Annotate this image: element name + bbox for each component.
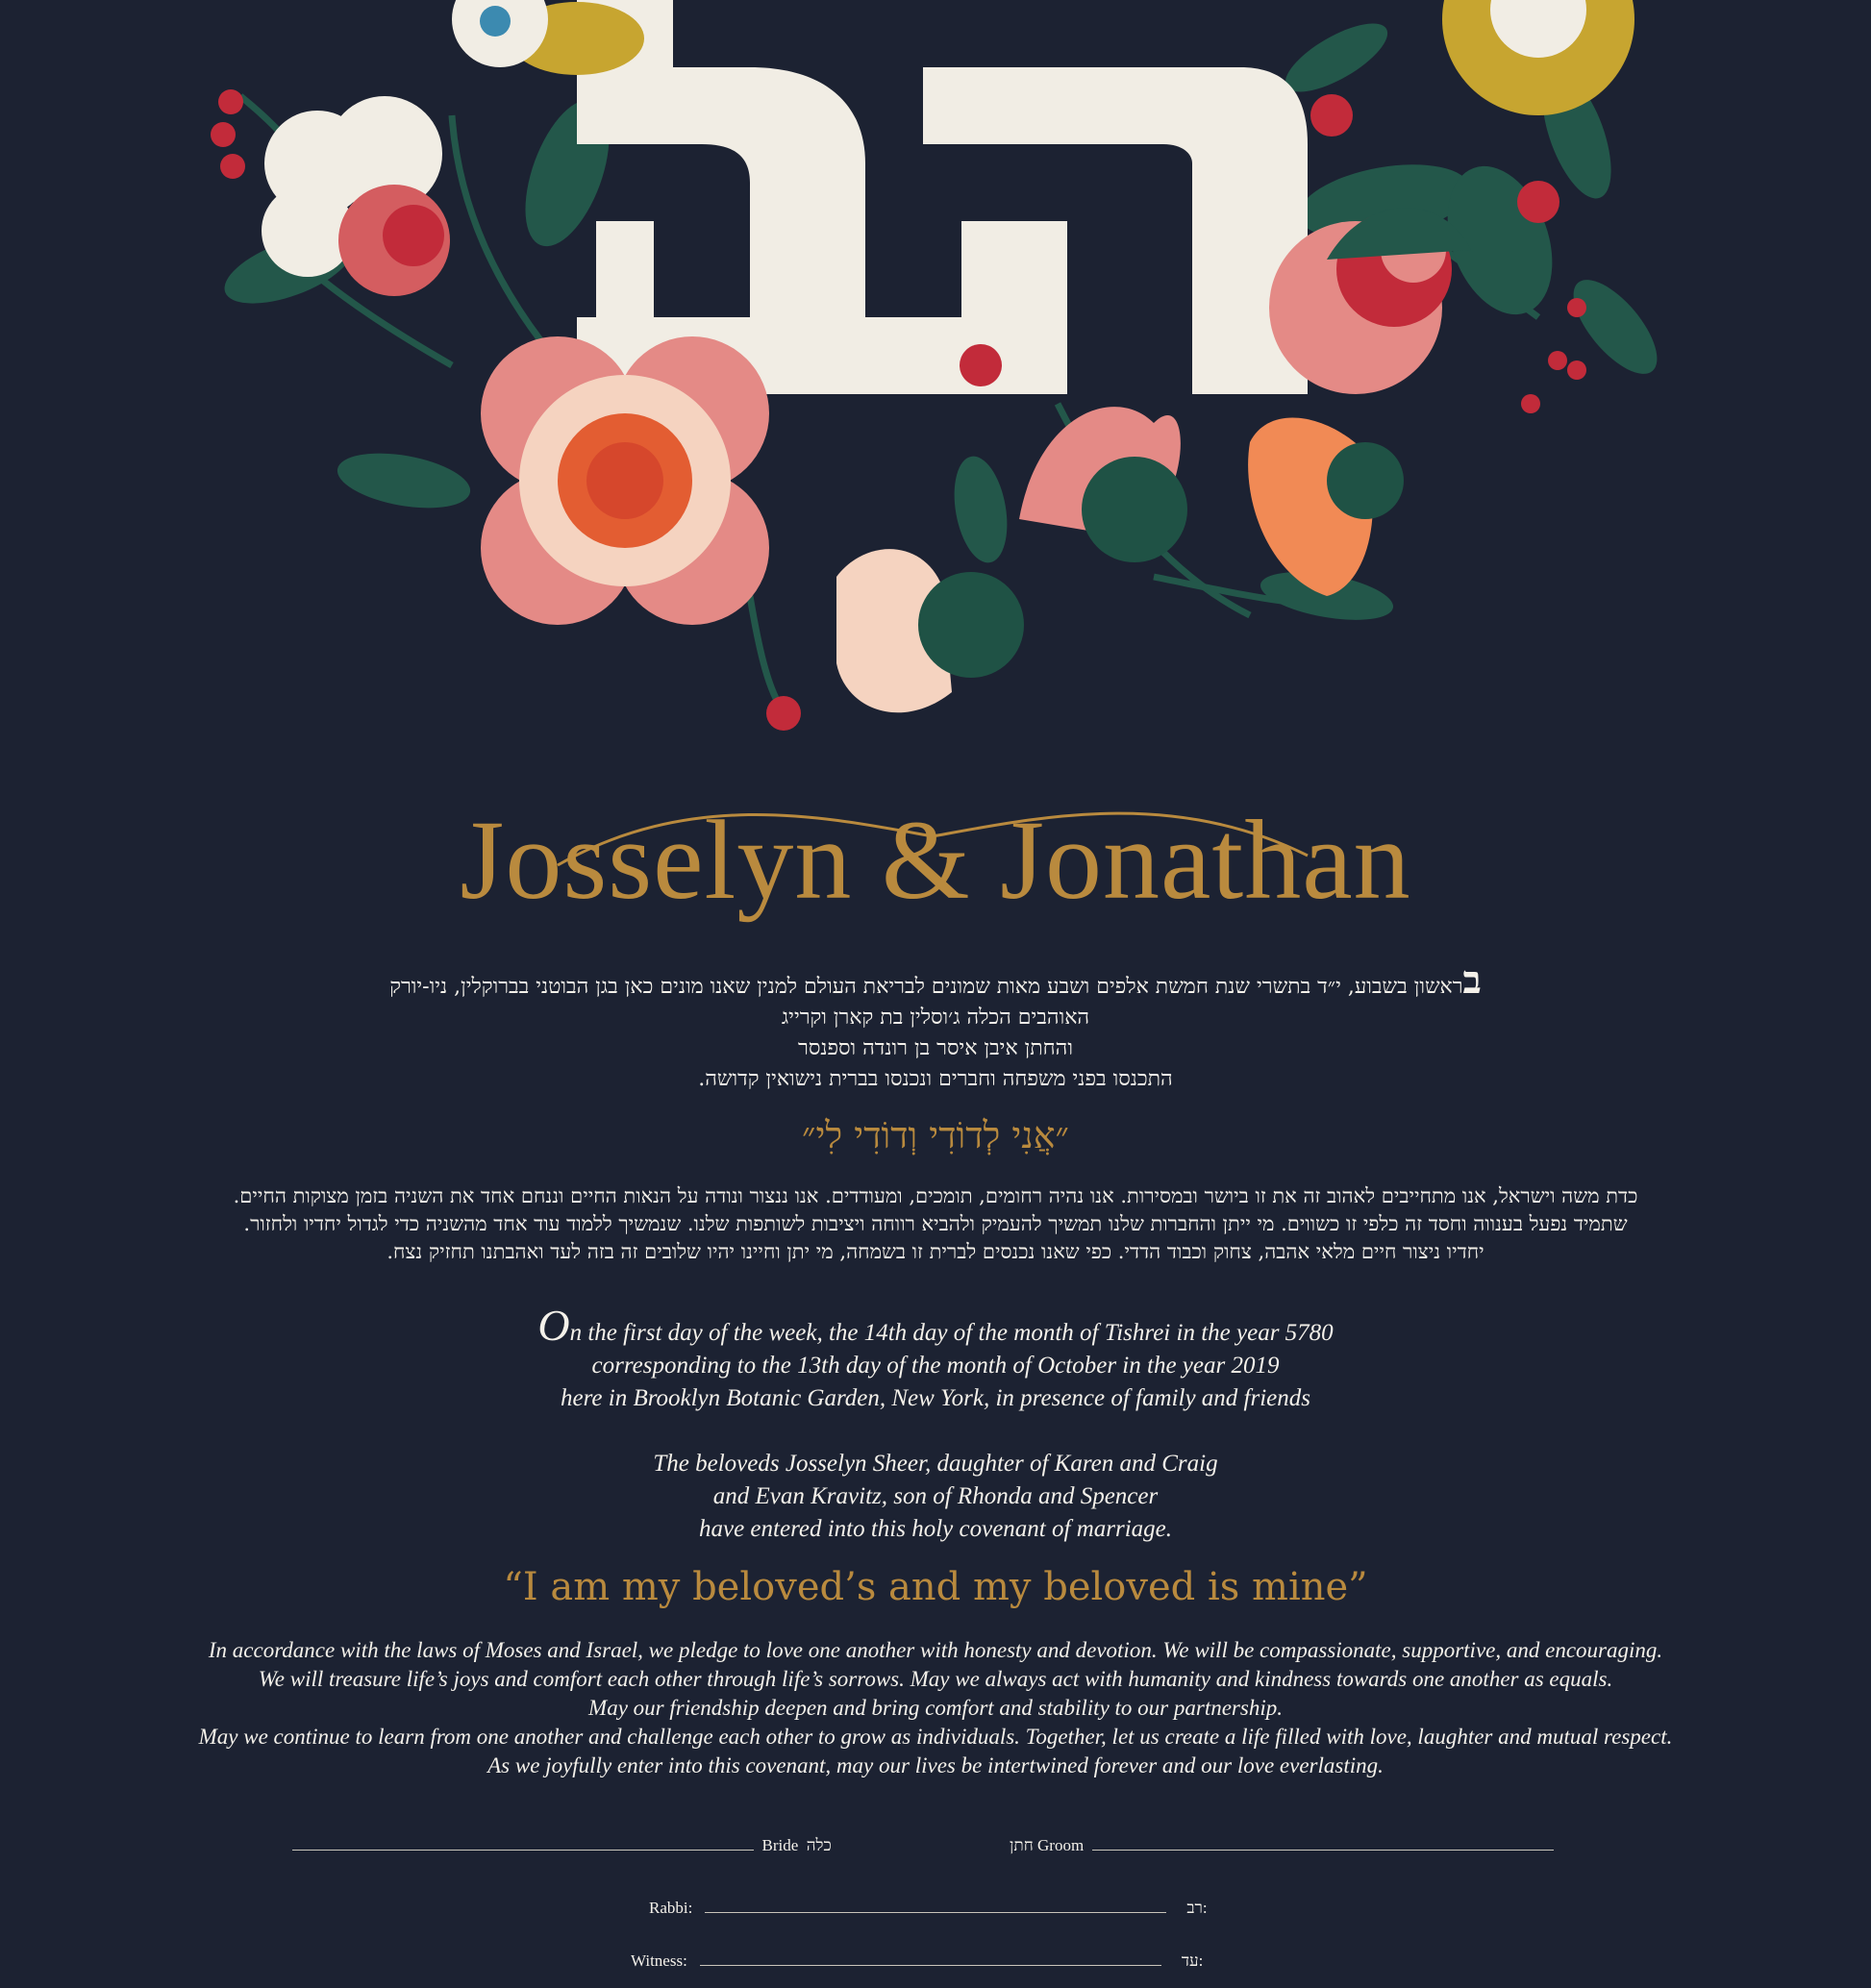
- berry: [1548, 351, 1567, 370]
- flower-center-pink: [481, 336, 769, 625]
- flower-tulip-pink: [1019, 407, 1187, 562]
- floral-artwork: [0, 0, 1871, 769]
- witness-signature-line[interactable]: [700, 1964, 1161, 1966]
- english-body: [0, 1636, 1871, 1780]
- hebrew-monogram: [577, 0, 1308, 394]
- letter-vav: [596, 221, 654, 346]
- berry: [1517, 181, 1559, 223]
- berry: [1567, 298, 1586, 317]
- berry: [766, 696, 801, 731]
- berry: [1310, 94, 1353, 137]
- flower-top-right-yellow: [1442, 0, 1634, 115]
- hebrew-intro: [29, 957, 1842, 1095]
- berry: [211, 122, 236, 147]
- bride-label: Bride: [761, 1836, 799, 1854]
- flower-orange: [1248, 418, 1404, 596]
- english-intro-line-2: corresponding to the 13th day of the month of October in the year 2019: [591, 1353, 1280, 1379]
- hebrew-intro-line-1: [29, 957, 1842, 1003]
- hebrew-body: [29, 1182, 1842, 1266]
- rabbi-label: Rabbi:: [649, 1899, 693, 1917]
- english-body-line-3: May our friendship deepen and bring comfort and stability to our partnership.: [588, 1696, 1283, 1720]
- english-beloveds: [0, 1448, 1871, 1546]
- rabbi-signature: [649, 1899, 1208, 1918]
- flower-top-left: [452, 0, 644, 75]
- hebrew-quote: ״אֲנִי לְדוֹדִי וְדוֹדִי לִי״: [802, 1114, 1069, 1156]
- english-beloved-line-3: have entered into this holy covenant of marriage.: [698, 1516, 1173, 1542]
- english-intro: [0, 1301, 1871, 1415]
- groom-signature-line[interactable]: [1092, 1849, 1554, 1851]
- english-beloved-line-2: and Evan Kravitz, son of Rhonda and Spencer: [712, 1483, 1159, 1509]
- bride-signature-line[interactable]: [292, 1849, 754, 1851]
- hebrew-intro-line-4: התכנסו בפני משפחה וחברים ונכנסו בברית נישואין קדושה.: [698, 1067, 1173, 1091]
- english-intro-line-text: n the first day of the week, the 14th day of the month of Tishrei in the year 5780: [569, 1320, 1334, 1346]
- groom-signature: [1010, 1836, 1554, 1855]
- english-body-line-5: As we joyfully enter into this covenant, may our lives be intertwined forever and our love everlasting.: [487, 1753, 1384, 1777]
- english-intro-line-3: here in Brooklyn Botanic Garden, New York, in presence of family and friends: [561, 1385, 1310, 1411]
- rabbi-signature-line[interactable]: [705, 1911, 1166, 1913]
- english-quote: “I am my beloved’s and my beloved is mine”: [503, 1565, 1368, 1609]
- english-body-line-2: We will treasure life’s joys and comfort each other through life’s sorrows. May we always act with humanity and kindness towards one another as equals.: [258, 1667, 1613, 1691]
- groom-label: Groom: [1037, 1836, 1085, 1854]
- hebrew-body-line-3: יחדיו ניצור חיים מלאי אהבה, צחוק וכבוד הדדי. כפי שאנו נכנסים לברית זו בשמחה, מי יתן וחיינו יהיו שלובים זה בזה לעד ואהבתנו תחזיק נצח.: [387, 1240, 1484, 1263]
- english-body-line-4: May we continue to learn from one another and challenge each other to grow as individuals. Together, let us create a life filled with love, laughter and mutual respect.: [198, 1725, 1673, 1749]
- berry: [960, 344, 1002, 386]
- english-initial-letter: O: [537, 1301, 570, 1350]
- flower-left-white: [262, 96, 450, 296]
- flower-bottom-cream: [836, 549, 1024, 712]
- hebrew-body-line-1: כדת משה וישראל, אנו מתחייבים לאהוב זה את זו ביושר ובמסירות. אנו נהיה רחומים, תומכים, ומעודדים. אנו ננצור ונודה על הנאות החיים וננחם אחד את השניה בזמן מצוקות החיים.: [233, 1184, 1638, 1207]
- leaf: [334, 444, 475, 517]
- berry: [218, 89, 243, 114]
- bride-label-hebrew: כלה: [806, 1836, 832, 1854]
- hebrew-intro-line-text: ראשון בשבוע, י״ד בתשרי שנת חמשת אלפים ושבע מאות שמונים לבריאת העולם למנין שאנו מונים כאן בגן הבוטני בברוקלין, ניו-יורק: [389, 975, 1463, 999]
- bride-signature: [292, 1836, 832, 1855]
- berry: [1521, 394, 1540, 413]
- english-beloved-line-1: The beloveds Josselyn Sheer, daughter of Karen and Craig: [653, 1451, 1218, 1477]
- witness-label-hebrew: עד:: [1181, 1951, 1204, 1970]
- hebrew-body-line-2: שתמיד נפעל בענווה וחסד זה כלפי זו כשווים. מי ייתן והחברות שלנו תמשיך להעמיק ולהביא רווחה ויציבות לשותפות שלנו. שנמשיך ללמוד עוד אחד מהשניה כדי לגדול יחדיו ולחזור.: [243, 1212, 1628, 1235]
- witness-signature: [631, 1951, 1203, 1971]
- rabbi-label-hebrew: רב:: [1186, 1899, 1208, 1917]
- hebrew-intro-line-3: והחתן איבן איסר בן רונדה וספנסר: [798, 1036, 1073, 1060]
- hebrew-initial-letter: ב: [1462, 957, 1482, 1003]
- berry: [220, 154, 245, 179]
- hebrew-intro-line-2: האוהבים הכלה ג׳וסלין בת קארן וקרייג: [781, 1006, 1090, 1030]
- groom-label-hebrew: חתן: [1010, 1836, 1034, 1854]
- english-body-line-1: In accordance with the laws of Moses and Israel, we pledge to love one another with honesty and devotion. We will be compassionate, supportive, and encouraging.: [208, 1638, 1663, 1662]
- english-intro-line-1: [0, 1301, 1871, 1350]
- leaf: [947, 452, 1015, 566]
- berry: [1567, 360, 1586, 380]
- couple-names: Josselyn & Jonathan: [460, 797, 1411, 923]
- witness-label: Witness:: [631, 1951, 687, 1970]
